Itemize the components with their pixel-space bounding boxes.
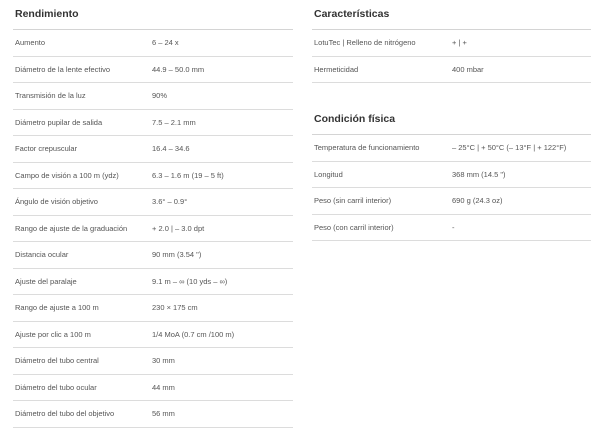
spec-value: 16.4 – 34.6	[152, 144, 190, 154]
spec-value: 90 mm (3.54 ")	[152, 250, 202, 260]
spec-label: Ajuste por clic a 100 m	[15, 329, 91, 339]
spec-label: Longitud	[314, 169, 343, 179]
spec-row	[13, 189, 293, 216]
spec-row	[13, 163, 293, 190]
physical-table	[312, 134, 591, 241]
spec-label: Temperatura de funcionamiento	[314, 143, 420, 153]
spec-label: Ángulo de visión objetivo	[15, 197, 98, 207]
spec-row	[13, 216, 293, 243]
spec-label: Rango de ajuste de la graduación	[15, 223, 128, 233]
spec-value: 44.9 – 50.0 mm	[152, 64, 205, 74]
spec-row	[312, 57, 591, 84]
spec-label: Diámetro del tubo central	[15, 356, 99, 366]
section-title-performance: Rendimiento	[15, 8, 79, 20]
spec-row	[312, 30, 591, 57]
spec-label: Campo de visión a 100 m (ydz)	[15, 170, 119, 180]
spec-value: 6.3 – 1.6 m (19 – 5 ft)	[152, 170, 224, 180]
features-table	[312, 29, 591, 83]
spec-label: Diámetro del tubo del objetivo	[15, 409, 115, 419]
spec-value: 1/4 MoA (0.7 cm /100 m)	[152, 329, 235, 339]
spec-row	[13, 269, 293, 296]
spec-value: 44 mm	[152, 382, 175, 392]
spec-row	[13, 83, 293, 110]
spec-label: LotuTec | Relleno de nitrógeno	[314, 38, 416, 48]
spec-value: + | +	[452, 38, 467, 48]
spec-row	[312, 215, 591, 242]
spec-row	[13, 348, 293, 375]
spec-row	[13, 30, 293, 57]
spec-value: 6 – 24 x	[152, 38, 179, 48]
spec-label: Ajuste del paralaje	[15, 276, 77, 286]
section-title-physical: Condición física	[314, 113, 396, 125]
spec-value: 368 mm (14.5 ")	[452, 169, 506, 179]
spec-label: Diámetro del tubo ocular	[15, 382, 97, 392]
spec-label: Diámetro pupilar de salida	[15, 117, 103, 127]
section-title-features: Características	[314, 8, 390, 20]
spec-value: 9.1 m – ∞ (10 yds – ∞)	[152, 276, 228, 286]
spec-row	[13, 110, 293, 137]
spec-row	[13, 57, 293, 84]
spec-label: Peso (sin carril interior)	[314, 196, 392, 206]
features-section	[312, 0, 591, 83]
spec-row	[312, 188, 591, 215]
spec-label: Factor crepuscular	[15, 144, 78, 154]
right-column	[312, 0, 591, 241]
spec-value: + 2.0 | – 3.0 dpt	[152, 223, 205, 233]
spec-row	[13, 242, 293, 269]
spec-label: Peso (con carril interior)	[314, 222, 394, 232]
spec-value: – 25°C | + 50°C (– 13°F | + 122°F)	[452, 143, 567, 153]
spec-row	[13, 136, 293, 163]
spec-value: 690 g (24.3 oz)	[452, 196, 503, 206]
spec-label: Hermeticidad	[314, 64, 359, 74]
spec-label: Rango de ajuste a 100 m	[15, 303, 99, 313]
spec-row	[13, 375, 293, 402]
spec-label: Aumento	[15, 38, 46, 48]
spec-label: Transmisión de la luz	[15, 91, 86, 101]
performance-table	[13, 29, 293, 428]
spec-value: 230 × 175 cm	[152, 303, 198, 313]
spec-value: 3.6° – 0.9°	[152, 197, 188, 207]
spec-value: -	[452, 222, 455, 232]
spec-row	[13, 401, 293, 428]
spec-value: 90%	[152, 91, 168, 101]
performance-section	[13, 0, 293, 428]
spec-value: 7.5 – 2.1 mm	[152, 117, 196, 127]
spec-label: Diámetro de la lente efectivo	[15, 64, 111, 74]
spec-row	[13, 322, 293, 349]
spec-value: 400 mbar	[452, 64, 484, 74]
physical-section	[312, 105, 591, 241]
spec-row	[312, 135, 591, 162]
spec-value: 56 mm	[152, 409, 175, 419]
spec-value: 30 mm	[152, 356, 175, 366]
spec-label: Distancia ocular	[15, 250, 69, 260]
spec-row	[312, 162, 591, 189]
spec-row	[13, 295, 293, 322]
